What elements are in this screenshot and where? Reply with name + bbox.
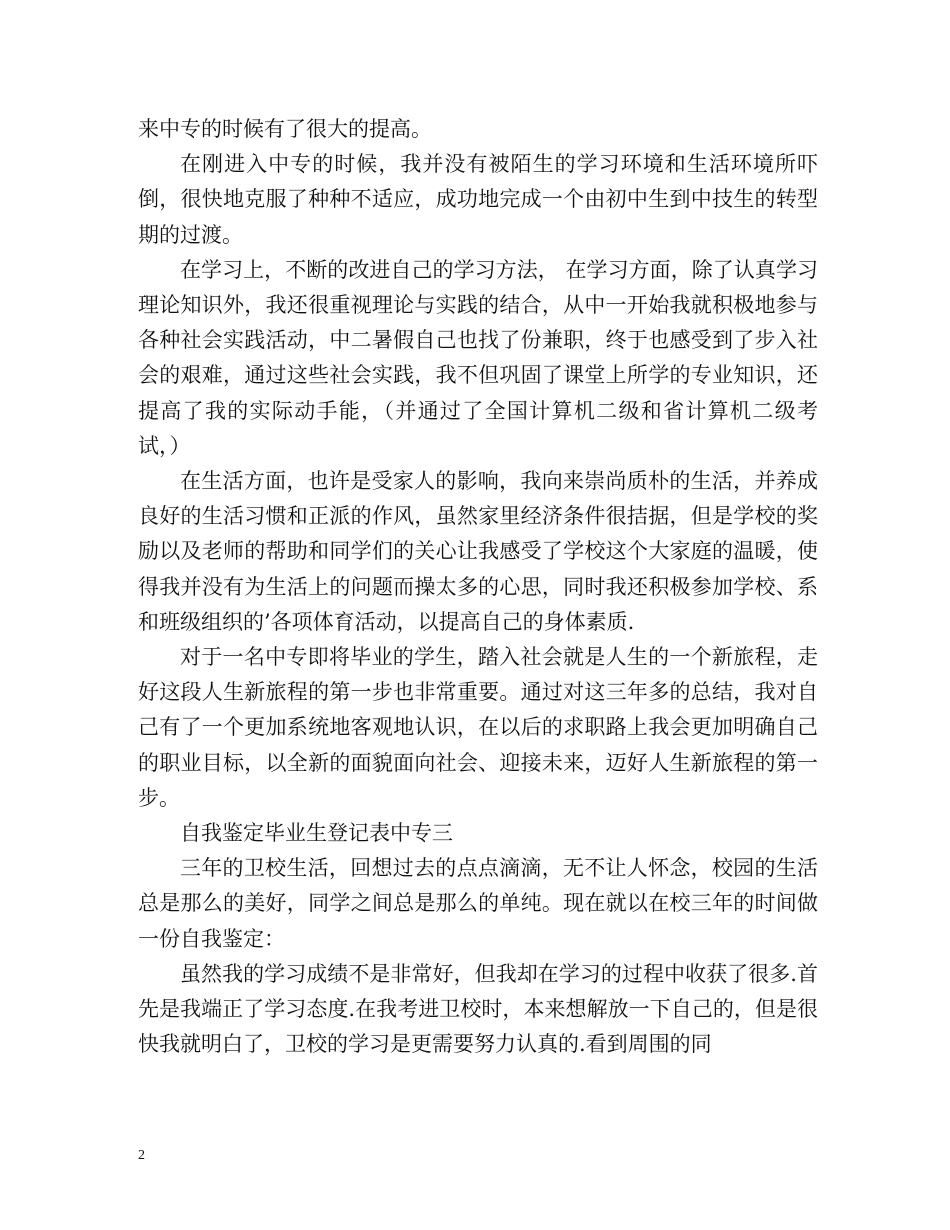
document-body [138,112,818,1062]
paragraph: 对于一名中专即将毕业的学生，踏入社会就是人生的一个新旅程，走好这段人生新旅程的第一步也非常重要。通过对这三年多的总结，我对自己有了一个更加系统地客观地认识，在以后的求职路上我会更加明确自己的职业目标，以全新的面貌面向社会、迎接未来，迈好人生新旅程的第一步。 [138,645,818,810]
paragraph: 在生活方面，也许是受家人的影响，我向来崇尚质朴的生活，并养成良好的生活习惯和正派的作风，虽然家里经济条件很拮据，但是学校的奖励以及老师的帮助和同学们的关心让我感受了学校这个大家庭的温暖，使得我并没有为生活上的问题而操太多的心思，同时我还积极参加学校、系和班级组织的’各项体育活动，以提高自己的身体素质. [138,469,818,634]
paragraph: 在刚进入中专的时候，我并没有被陌生的学习环境和生活环境所吓倒，很快地克服了种种不适应，成功地完成一个由初中生到中技生的转型期的过渡。 [138,152,818,247]
paragraph: 三年的卫校生活，回想过去的点点滴滴，无不让人怀念，校园的生活总是那么的美好，同学之间总是那么的单纯。现在就以在校三年的时间做一份自我鉴定： [138,856,818,951]
section-heading: 自我鉴定毕业生登记表中专三 [180,821,453,846]
paragraph: 虽然我的学习成绩不是非常好，但我却在学习的过程中收获了很多.首先是我端正了学习态度.在我考进卫校时，本来想解放一下自己的，但是很快我就明白了，卫校的学习是更需要努力认真的.看到周围的同 [138,961,818,1057]
paragraph: 来中专的时候有了很大的提高。 [138,117,432,141]
page-number: 2 [138,1148,145,1163]
paragraph: 在学习上，不断的改进自己的学习方法， 在学习方面，除了认真学习理论知识外，我还很重视理论与实践的结合，从中一开始我就积极地参与各种社会实践活动，中二暑假自己也找了份兼职，终于也感受到了步入社会的艰难，通过这些社会实践，我不但巩固了课堂上所学的专业知识，还提高了我的实际动手能，（并通过了全国计算机二级和省计算机二级考试，） [138,257,818,458]
